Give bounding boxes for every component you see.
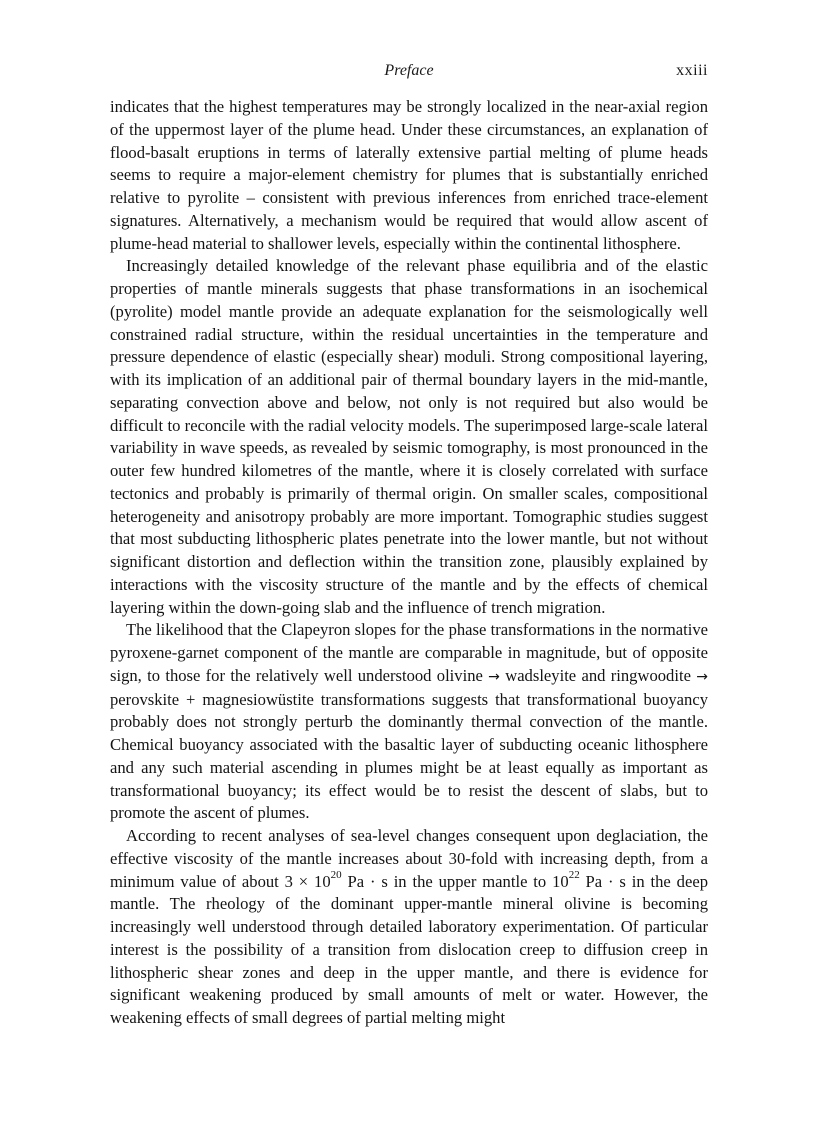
body-text: [110, 96, 708, 1030]
text-segment: perovskite + magnesiowüstite transformations suggests that transformational buoyancy probably does not strongly perturb the dominantly thermal convection of the mantle. Chemical buoyancy associated with the basaltic layer of subducting oceanic lithosphere and any such material ascending in plumes might be at least equally as important as transformational buoyancy; its effect would be to resist the descent of slabs, but to promote the ascent of plumes.: [110, 689, 708, 823]
text-segment: According to recent analyses of sea-level changes consequent upon deglaciation, the effective viscosity of the mantle increases about 30-fold with increasing depth, from a minimum value of about 3 × 10: [110, 826, 708, 891]
running-head-title: Preface: [384, 62, 434, 79]
paragraph-mantle-viscosity: [110, 825, 708, 1030]
paragraph-plume-heads: indicates that the highest temperatures may be strongly localized in the near-axial region of the uppermost layer of the plume head. Under these circumstances, an explanation of flood-basalt eruptions in terms of laterally extensive partial melting of plume heads seems to require a major-element chemistry for plumes that is substantially enriched relative to pyrolite – consistent with previous inferences from enriched trace-element signatures. Alternatively, a mechanism would be required that would allow ascent of plume-head material to shallower levels, especially within the continental lithosphere.: [110, 97, 708, 253]
right-arrow-symbol: →: [488, 668, 500, 685]
text-segment: wadsleyite and ringwoodite: [499, 665, 697, 685]
paragraph-clapeyron-slopes: [110, 619, 708, 825]
running-head: [110, 62, 708, 84]
right-arrow-symbol: →: [696, 668, 708, 685]
text-segment: Pa · s in the upper mantle to 10: [341, 871, 569, 891]
paragraph-phase-equilibria: Increasingly detailed knowledge of the relevant phase equilibria and of the elastic properties of mantle minerals suggests that phase transformations in an isochemical (pyrolite) model mantle provide an adequate explanation for the seismologically well constrained radial structure, within the residual uncertainties in the temperature and pressure dependence of elastic (especially shear) moduli. Strong compositional layering, with its implication of an additional pair of thermal boundary layers in the mid-mantle, separating convection above and below, not only is not required but also would be difficult to reconcile with the radial velocity models. The superimposed large-scale lateral variability in wave speeds, as revealed by seismic tomography, is most pronounced in the outer few hundred kilometres of the mantle, where it is closely correlated with surface tectonics and probably is primarily of thermal origin. On smaller scales, compositional heterogeneity and anisotropy probably are more important. Tomographic studies suggest that most subducting lithospheric plates penetrate into the lower mantle, but not without significant distortion and deflection within the transition zone, plausibly explained by interactions with the viscosity structure of the mantle and by the effects of chemical layering within the down-going slab and the influence of trench migration.: [110, 256, 708, 617]
exponent: 20: [330, 869, 342, 882]
page-number: xxiii: [676, 62, 708, 79]
exponent: 22: [568, 869, 580, 882]
text-segment: Pa · s in the deep mantle. The rheology of the dominant upper-mantle mineral olivine is becoming increasingly well understood through detailed laboratory experimentation. Of particular interest is the possibility of a transition from dislocation creep to diffusion creep in lithospheric shear zones and deep in the upper mantle, and there is evidence for significant weakening produced by small amounts of melt or water. However, the weakening effects of small degrees of partial melting might: [110, 871, 708, 1027]
text-segment: The likelihood that the Clapeyron slopes for the phase transformations in the normative pyroxene-garnet component of the mantle are comparable in magnitude, but of opposite sign, to those for the relatively well understood olivine: [110, 620, 708, 685]
